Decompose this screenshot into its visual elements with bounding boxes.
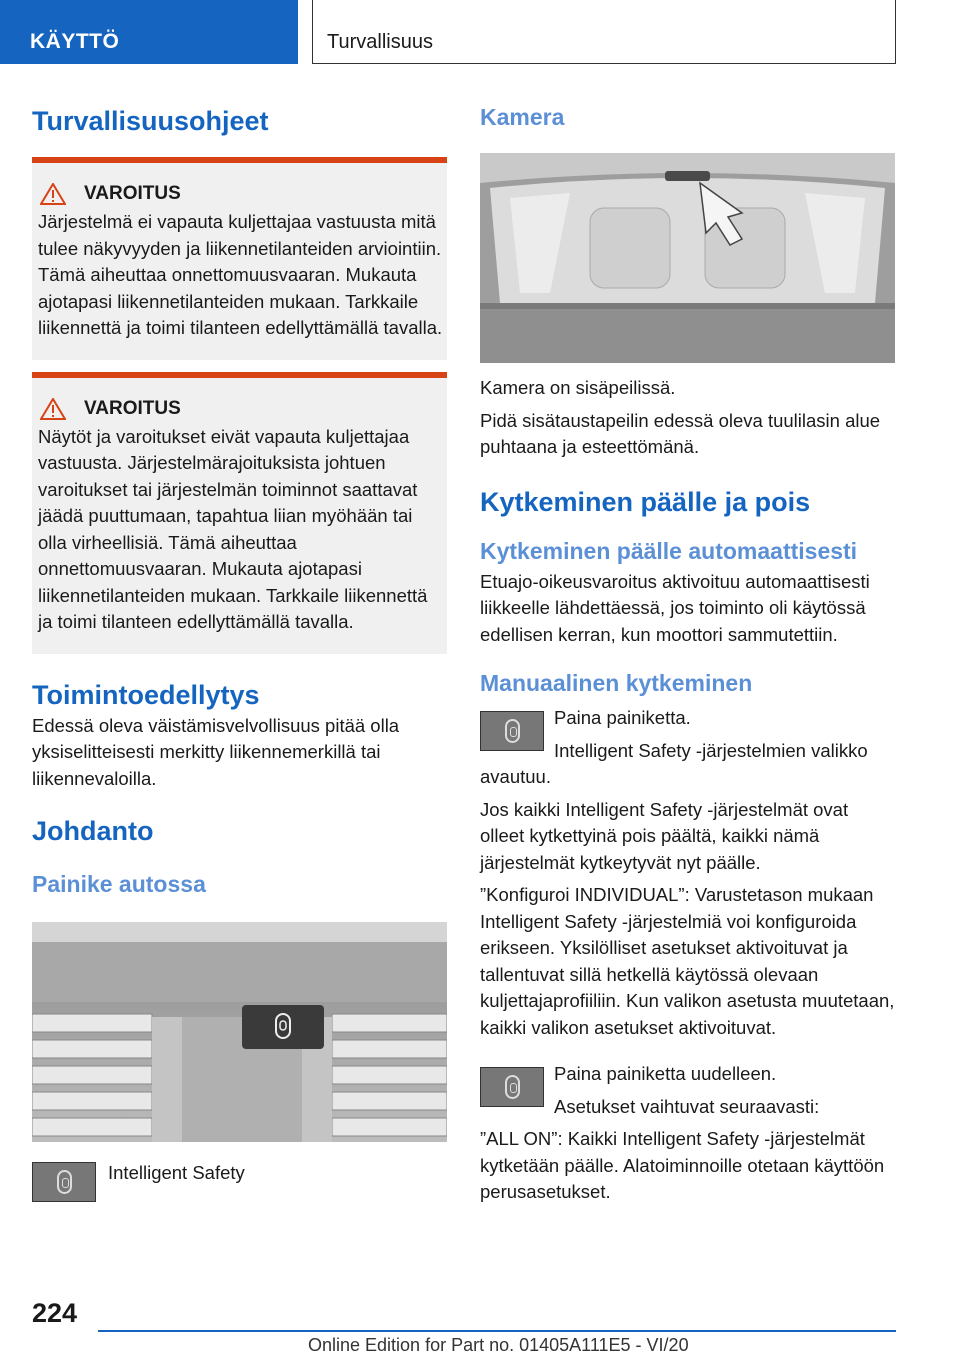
all-off-text: Jos kaikki Intelligent Safety -järjestelmät ovat olleet kytkettyinä pois päältä, kaikki nämä järjestelmät kytkeytyvät nyt päälle. [480, 798, 849, 873]
menu-opens-text: Intelligent Safety -järjestelmien valikko avautuu. [480, 739, 868, 787]
dashboard-button-photo [32, 922, 447, 1142]
warning-triangle-icon [40, 183, 66, 205]
rear-view-camera-photo [480, 153, 895, 363]
intelligent-safety-button-icon [480, 711, 544, 751]
warning-box-2 [32, 372, 447, 654]
subheading-manual: Manuaalinen kytkeminen [480, 670, 753, 696]
button-legend [32, 1160, 447, 1202]
subheading-auto-on: Kytkeminen päälle automaattisesti [480, 537, 858, 564]
page-number: 224 [32, 1298, 78, 1328]
manual-step-2 [480, 1061, 896, 1120]
camera-location-text: Kamera on sisäpeilissä. [480, 377, 676, 398]
warning-triangle-icon [40, 398, 66, 420]
heading-prerequisite: Toimintoedellytys [32, 679, 260, 710]
configure-text: ”Konfiguroi INDIVIDUAL”: Varustetason mukaan Intelligent Safety -järjestelmiä voi konfiguroida erikseen. Yksilölliset asetukset aktivoituvat ja tallentuvat sillä hetkellä käytössä olevaan kuljettajaprofiiliin. Kun valikon asetusta muutetaan, kaikki valikon asetukset aktivoituvat. [480, 884, 895, 1038]
heading-introduction: Johdanto [32, 816, 154, 846]
warning-label: VAROITUS [84, 397, 181, 419]
warning-text: Järjestelmä ei vapauta kuljettajaa vastuusta mitä tulee näkyvyyden ja liikennetilanteiden arviointiin. Tämä aiheuttaa onnettomuusvaaran. Mukauta ajotapasi liikennetilanteiden mukaan. Tarkkaile liikennettä ja toimi tilanteen edellyttämällä tavalla. [38, 211, 443, 338]
section-title: Turvallisuus [312, 0, 896, 64]
prerequisite-text: Edessä oleva väistämisvelvollisuus pitää olla yksiselitteisesti merkitty liikennemerkillä tai liikennevaloilla. [32, 714, 400, 789]
warning-box-1 [32, 157, 447, 360]
press-button-text: Paina painiketta. [554, 707, 691, 728]
press-again-text: Paina painiketta uudelleen. [554, 1063, 777, 1084]
heading-safety-instructions: Turvallisuusohjeet [32, 106, 269, 136]
heading-switch-on-off: Kytkeminen päälle ja pois [480, 486, 811, 517]
intelligent-safety-button-icon [480, 1067, 544, 1107]
chapter-tab: KÄYTTÖ [0, 0, 298, 64]
camera-clean-text: Pidä sisätaustapeilin edessä oleva tuulilasin alue puhtaana ja esteettömänä. [480, 409, 881, 457]
footer-divider [98, 1330, 896, 1332]
warning-label: VAROITUS [84, 183, 181, 204]
settings-change-text: Asetukset vaihtuvat seuraavasti: [554, 1095, 820, 1117]
intelligent-safety-button-icon [32, 1162, 96, 1202]
right-column [480, 100, 896, 1206]
heading-camera: Kamera [480, 104, 565, 130]
auto-on-text: Etuajo-oikeusvaroitus aktivoituu automaattisesti liikkeelle lähdettäessä, jos toiminto oli käytössä edellisen kerran, kun moottori sammutettiin. [480, 570, 870, 645]
subheading-button-in-car: Painike autossa [32, 871, 206, 897]
warning-text: Näytöt ja varoitukset eivät vapauta kuljettajaa vastuusta. Järjestelmärajoituksista johtuen varoitukset tai järjestelmän toiminnot saattavat jäädä puuttumaan, tapahtua liian myöhään tai olla virheellisiä. Tämä aiheuttaa onnettomuusvaaran. Mukauta ajotapasi liikennetilanteiden mukaan. Tarkkaile liikennettä ja toimi tilanteen edellyttämällä tavalla. [38, 425, 428, 632]
button-caption: Intelligent Safety [108, 1162, 245, 1183]
all-on-text: ”ALL ON”: Kaikki Intelligent Safety -järjestelmät kytketään päälle. Alatoiminnoille otetaan käyttöön perusasetukset. [480, 1128, 885, 1202]
left-column [32, 100, 447, 1202]
footer-edition: Online Edition for Part no. 01405A111E5 - VI/20 [308, 1335, 689, 1355]
manual-step-1 [480, 705, 896, 791]
